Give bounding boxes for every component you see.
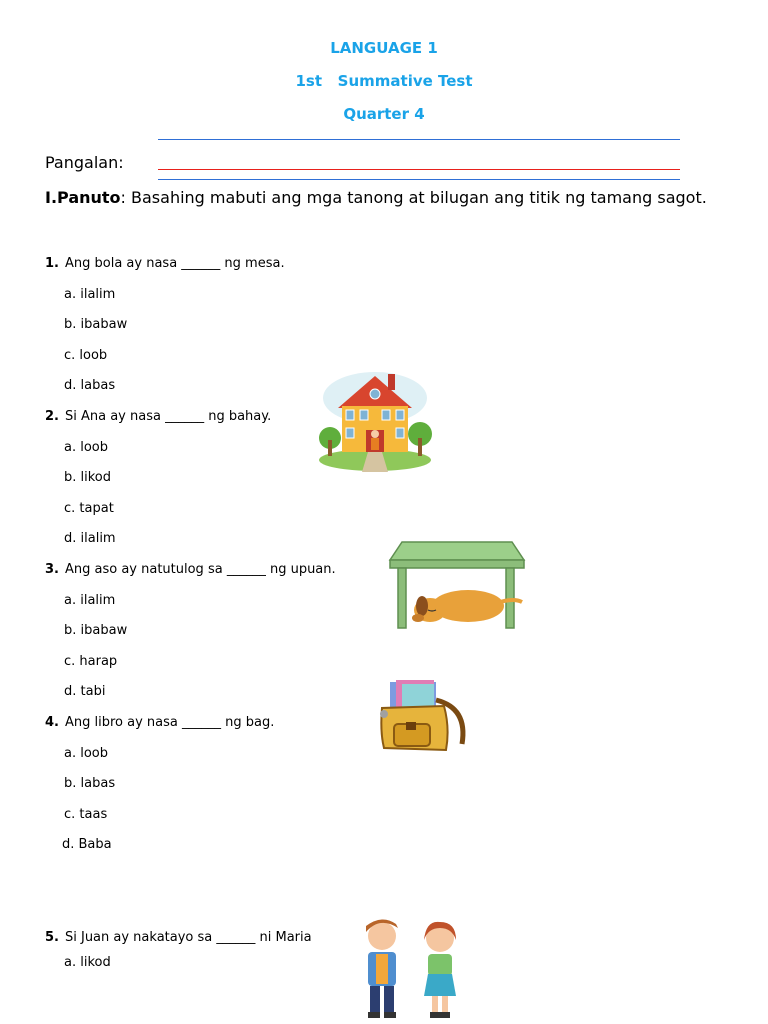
instructions-heading: I.Panuto <box>45 188 121 207</box>
question-number: 4. <box>45 715 59 730</box>
house-illustration <box>316 368 434 474</box>
instructions <box>45 184 725 211</box>
option-4b[interactable]: b. labas <box>64 776 116 791</box>
option-4d[interactable]: d. Baba <box>62 837 112 852</box>
option-2d[interactable]: d. ilalim <box>64 531 116 546</box>
question-1 <box>45 256 285 271</box>
option-1a[interactable]: a. ilalim <box>64 287 116 302</box>
option-5a[interactable]: a. likod <box>64 955 111 970</box>
option-1c[interactable]: c. loob <box>64 348 108 363</box>
option-2b[interactable]: b. likod <box>64 470 112 485</box>
document-subtitle: 1st Summative Test <box>295 72 473 90</box>
document-quarter: Quarter 4 <box>343 105 425 123</box>
question-5 <box>45 930 312 945</box>
option-3d[interactable]: d. tabi <box>64 684 106 699</box>
option-1b[interactable]: b. ibabaw <box>64 317 128 332</box>
question-3 <box>45 562 336 577</box>
question-2 <box>45 409 271 424</box>
name-underline <box>158 169 680 170</box>
instructions-text: : Basahing mabuti ang mga tanong at bilugan ang titik ng tamang sagot. <box>120 188 707 207</box>
option-3b[interactable]: b. ibabaw <box>64 623 128 638</box>
bottom-divider-line <box>158 179 680 180</box>
option-3c[interactable]: c. harap <box>64 654 118 669</box>
question-text: Si Ana ay nasa ______ ng bahay. <box>64 409 272 424</box>
question-4 <box>45 715 274 730</box>
option-4a[interactable]: a. loob <box>64 746 109 761</box>
question-number: 5. <box>45 930 59 945</box>
question-number: 1. <box>45 256 59 271</box>
document-title: LANGUAGE 1 <box>330 39 438 57</box>
top-divider-line <box>158 139 680 140</box>
table-dog-illustration <box>388 540 528 630</box>
name-label: Pangalan: <box>45 153 124 172</box>
question-text: Si Juan ay nakatayo sa ______ ni Maria <box>64 930 312 945</box>
question-number: 2. <box>45 409 59 424</box>
option-1d[interactable]: d. labas <box>64 378 116 393</box>
option-2a[interactable]: a. loob <box>64 440 109 455</box>
option-3a[interactable]: a. ilalim <box>64 593 116 608</box>
question-text: Ang aso ay natutulog sa ______ ng upuan. <box>64 562 336 577</box>
question-text: Ang libro ay nasa ______ ng bag. <box>64 715 275 730</box>
children-illustration <box>356 916 468 1022</box>
option-2c[interactable]: c. tapat <box>64 501 114 516</box>
question-number: 3. <box>45 562 59 577</box>
option-4c[interactable]: c. taas <box>64 807 108 822</box>
school-bag-illustration <box>372 678 472 754</box>
question-text: Ang bola ay nasa ______ ng mesa. <box>64 256 285 271</box>
